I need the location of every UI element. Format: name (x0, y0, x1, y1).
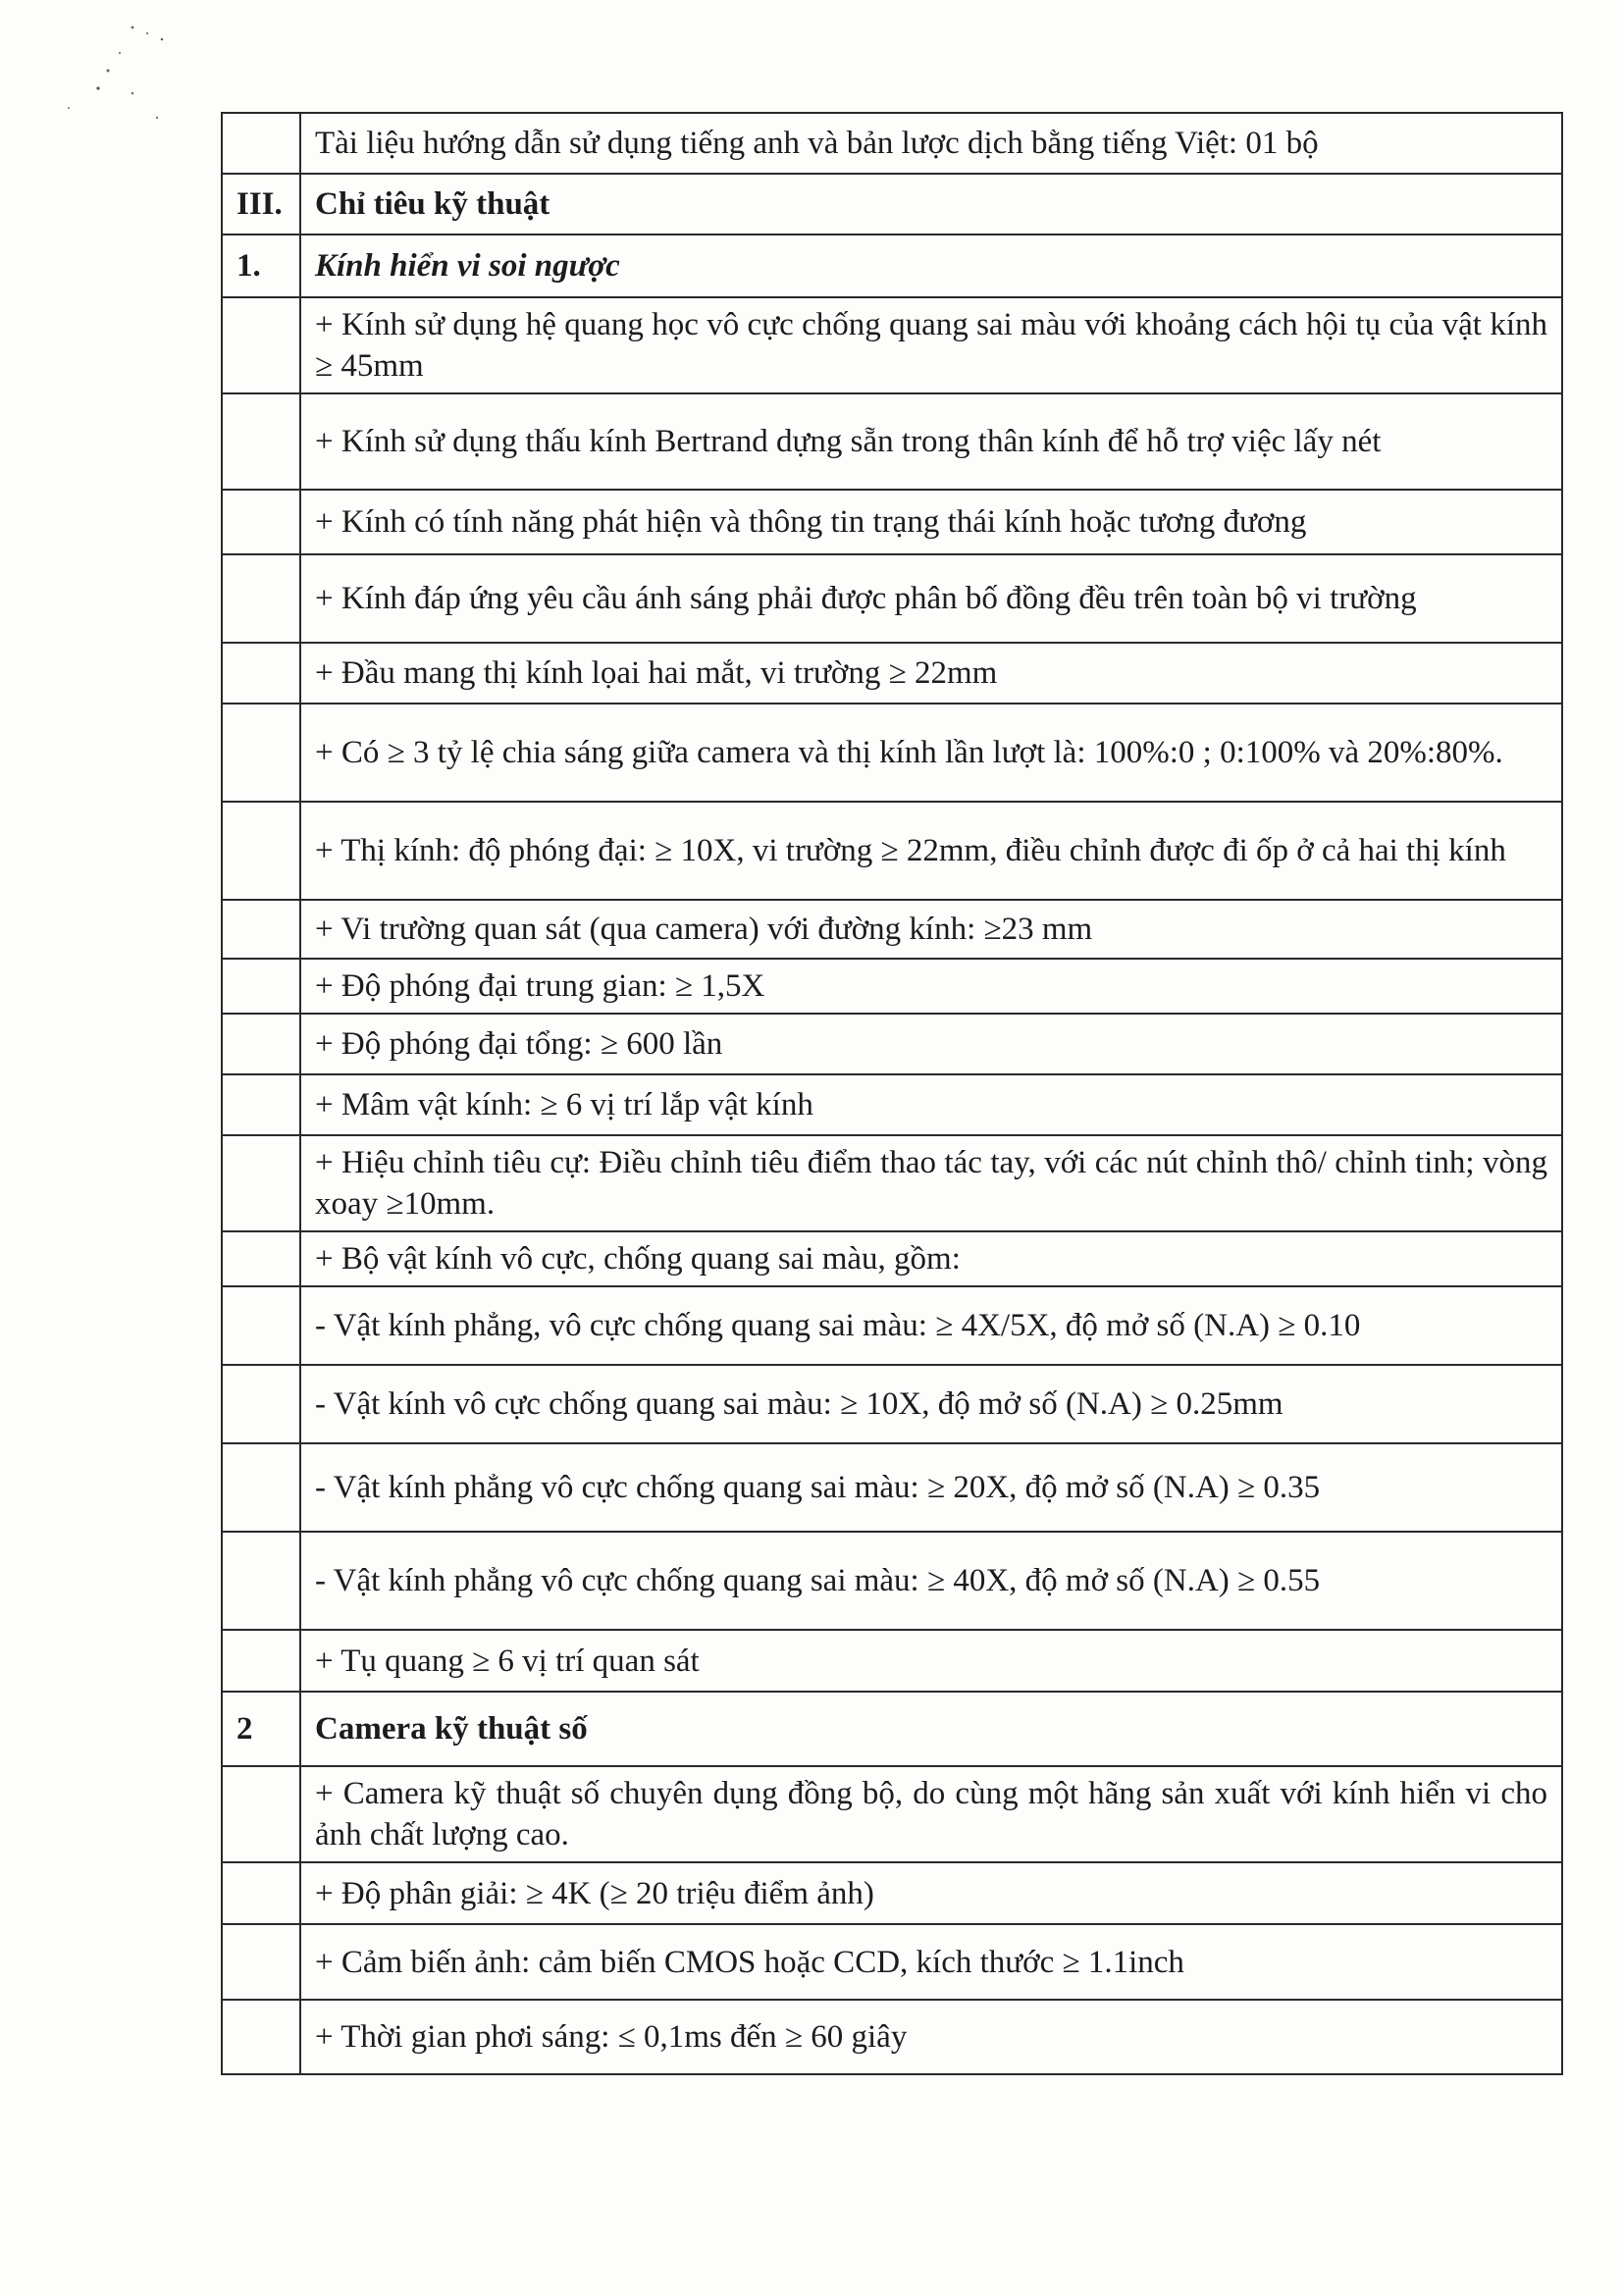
table-row (222, 959, 1562, 1014)
row-number (222, 2000, 300, 2074)
item-heading: Kính hiển vi soi ngược (300, 235, 1562, 297)
table-row (222, 1766, 1562, 1862)
row-text: - Vật kính vô cực chống quang sai màu: ≥ 10X, độ mở số (N.A) ≥ 0.25mm (300, 1365, 1562, 1443)
row-number (222, 704, 300, 802)
row-number (222, 1924, 300, 2000)
table-row (222, 1692, 1562, 1766)
section-heading: Chỉ tiêu kỹ thuật (300, 174, 1562, 235)
row-text: + Thị kính: độ phóng đại: ≥ 10X, vi trường ≥ 22mm, điều chỉnh được đi ốp ở cả hai thị kính (300, 802, 1562, 900)
row-text: Tài liệu hướng dẫn sử dụng tiếng anh và bản lược dịch bằng tiếng Việt: 01 bộ (300, 113, 1562, 174)
row-number (222, 554, 300, 643)
technical-spec-table (221, 112, 1563, 2075)
table-row (222, 174, 1562, 235)
table-row (222, 704, 1562, 802)
row-number (222, 1286, 300, 1365)
row-text: + Độ phóng đại tổng: ≥ 600 lần (300, 1014, 1562, 1074)
table-row (222, 297, 1562, 393)
item-number: 2 (222, 1692, 300, 1766)
table-row (222, 1532, 1562, 1630)
row-text: + Độ phóng đại trung gian: ≥ 1,5X (300, 959, 1562, 1014)
row-text: + Mâm vật kính: ≥ 6 vị trí lắp vật kính (300, 1074, 1562, 1135)
row-number (222, 802, 300, 900)
row-text: - Vật kính phẳng vô cực chống quang sai màu: ≥ 20X, độ mở số (N.A) ≥ 0.35 (300, 1443, 1562, 1532)
row-text: + Bộ vật kính vô cực, chống quang sai màu, gồm: (300, 1231, 1562, 1286)
table-row (222, 1014, 1562, 1074)
row-number (222, 643, 300, 704)
row-number (222, 900, 300, 959)
row-text: + Kính sử dụng hệ quang học vô cực chống quang sai màu với khoảng cách hội tụ của vật kính ≥ 45mm (300, 297, 1562, 393)
section-number: III. (222, 174, 300, 235)
row-number (222, 1862, 300, 1924)
row-text: + Thời gian phơi sáng: ≤ 0,1ms đến ≥ 60 giây (300, 2000, 1562, 2074)
table-row (222, 554, 1562, 643)
row-text: + Camera kỹ thuật số chuyên dụng đồng bộ, do cùng một hãng sản xuất với kính hiển vi cho ảnh chất lượng cao. (300, 1766, 1562, 1862)
item-number: 1. (222, 235, 300, 297)
row-text: + Tụ quang ≥ 6 vị trí quan sát (300, 1630, 1562, 1692)
table-row (222, 1862, 1562, 1924)
row-text: + Hiệu chỉnh tiêu cự: Điều chỉnh tiêu điểm thao tác tay, với các nút chỉnh thô/ chỉnh tinh; vòng xoay ≥10mm. (300, 1135, 1562, 1231)
row-number (222, 1074, 300, 1135)
row-number (222, 490, 300, 554)
table-row (222, 1365, 1562, 1443)
table-row (222, 643, 1562, 704)
table-row (222, 1074, 1562, 1135)
table-row (222, 113, 1562, 174)
table-row (222, 490, 1562, 554)
row-number (222, 1135, 300, 1231)
row-number (222, 1231, 300, 1286)
row-number (222, 1365, 300, 1443)
table-row (222, 393, 1562, 490)
row-number (222, 393, 300, 490)
row-text: - Vật kính phẳng vô cực chống quang sai màu: ≥ 40X, độ mở số (N.A) ≥ 0.55 (300, 1532, 1562, 1630)
table-row (222, 1924, 1562, 2000)
row-text: + Kính đáp ứng yêu cầu ánh sáng phải được phân bố đồng đều trên toàn bộ vi trường (300, 554, 1562, 643)
table-row (222, 802, 1562, 900)
row-text: + Kính sử dụng thấu kính Bertrand dựng sẵn trong thân kính để hỗ trợ việc lấy nét (300, 393, 1562, 490)
row-text: + Vi trường quan sát (qua camera) với đường kính: ≥23 mm (300, 900, 1562, 959)
table-row (222, 1443, 1562, 1532)
scan-speckles (39, 10, 196, 128)
item-heading: Camera kỹ thuật số (300, 1692, 1562, 1766)
row-number (222, 297, 300, 393)
table-row (222, 1286, 1562, 1365)
table-row (222, 1135, 1562, 1231)
table-row (222, 235, 1562, 297)
table-row (222, 1630, 1562, 1692)
row-number (222, 1630, 300, 1692)
row-number (222, 1532, 300, 1630)
row-number (222, 113, 300, 174)
row-number (222, 1014, 300, 1074)
row-text: + Đầu mang thị kính lọai hai mắt, vi trường ≥ 22mm (300, 643, 1562, 704)
row-text: + Cảm biến ảnh: cảm biến CMOS hoặc CCD, kích thước ≥ 1.1inch (300, 1924, 1562, 2000)
row-text: + Có ≥ 3 tỷ lệ chia sáng giữa camera và thị kính lần lượt là: 100%:0 ; 0:100% và 20%:80%. (300, 704, 1562, 802)
row-text: + Độ phân giải: ≥ 4K (≥ 20 triệu điểm ảnh) (300, 1862, 1562, 1924)
row-text: + Kính có tính năng phát hiện và thông tin trạng thái kính hoặc tương đương (300, 490, 1562, 554)
table-row (222, 2000, 1562, 2074)
table-row (222, 900, 1562, 959)
row-number (222, 1766, 300, 1862)
row-number (222, 1443, 300, 1532)
row-text: - Vật kính phẳng, vô cực chống quang sai màu: ≥ 4X/5X, độ mở số (N.A) ≥ 0.10 (300, 1286, 1562, 1365)
table-row (222, 1231, 1562, 1286)
row-number (222, 959, 300, 1014)
